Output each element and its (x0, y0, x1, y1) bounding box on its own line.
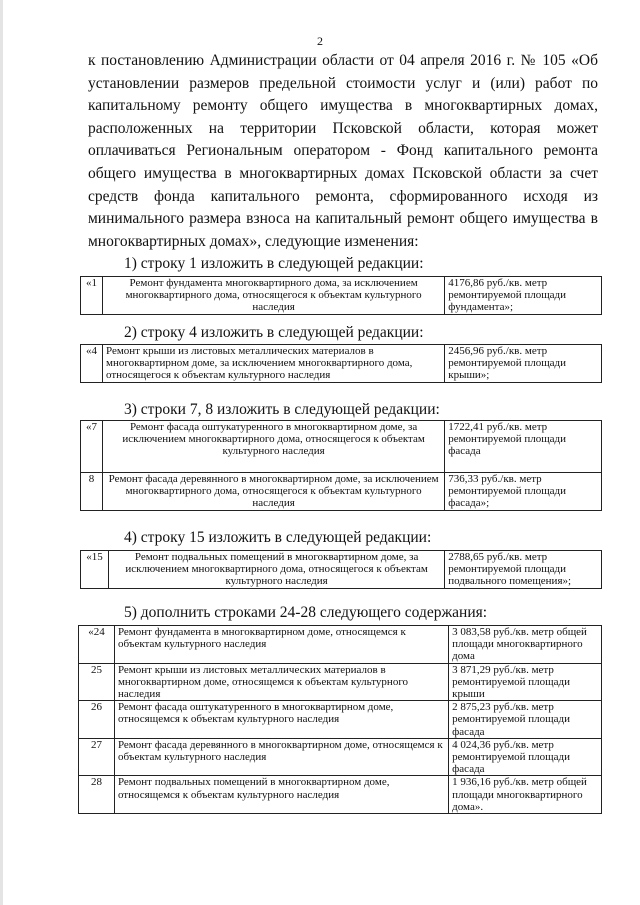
row-number: «1 (81, 277, 103, 315)
table-row (81, 551, 602, 589)
row-number: «4 (81, 345, 103, 383)
row-number: 8 (81, 473, 103, 511)
row-number: 26 (79, 701, 115, 739)
amendment-table-4 (80, 550, 602, 589)
row-price: 4 024,36 руб./кв. метр ремонтируемой площади фасада (449, 738, 602, 776)
row-description: Ремонт фасада деревянного в многоквартирном доме, относящемся к объектам культурного наследия (114, 738, 448, 776)
row-price: 3 871,29 руб./кв. метр ремонтируемой площади крыши (449, 663, 602, 701)
table-row (79, 701, 602, 739)
row-price: 1 936,16 руб./кв. метр общей площади многоквартирного дома». (449, 776, 602, 814)
section-heading-2: 2) строку 4 изложить в следующей редакции: (124, 324, 424, 341)
section-heading-1: 1) строку 1 изложить в следующей редакции: (124, 255, 424, 272)
row-description: Ремонт фасада оштукатуренного в многоквартирном доме, за исключением многоквартирного дома, относящегося к объектам культурного наследия (102, 421, 444, 473)
scan-edge (0, 0, 3, 905)
row-description: Ремонт подвальных помещений в многоквартирном доме, относящемся к объектам культурного наследия (114, 776, 448, 814)
row-description: Ремонт крыши из листовых металлических материалов в многоквартирном доме, относящемся к объектам культурного наследия (114, 663, 448, 701)
table-row (79, 776, 602, 814)
row-description: Ремонт крыши из листовых металлических материалов в многоквартирном доме, за исключением многоквартирного дома, относящегося к объектам культурного наследия (102, 345, 444, 383)
row-description: Ремонт фасада деревянного в многоквартирном доме, за исключением многоквартирного дома, относящегося к объектам культурного наследия (102, 473, 444, 511)
table-row (79, 626, 602, 664)
row-price: 2 875,23 руб./кв. метр ремонтируемой площади фасада (449, 701, 602, 739)
row-number: 27 (79, 738, 115, 776)
row-description: Ремонт фундамента многоквартирного дома, за исключением многоквартирного дома, относящегося к объектам культурного наследия (102, 277, 444, 315)
amendment-table-2 (80, 344, 602, 383)
table-row (81, 421, 602, 473)
table-row (79, 738, 602, 776)
amendment-table-1 (80, 276, 602, 315)
table-row (81, 473, 602, 511)
row-number: 25 (79, 663, 115, 701)
section-heading-3: 3) строки 7, 8 изложить в следующей редакции: (124, 401, 440, 418)
row-description: Ремонт фундамента в многоквартирном доме, относящемся к объектам культурного наследия (114, 626, 448, 664)
section-heading-5: 5) дополнить строками 24-28 следующего содержания: (124, 604, 488, 621)
table-row (79, 663, 602, 701)
page-number: 2 (317, 34, 323, 48)
row-number: «24 (79, 626, 115, 664)
table-row (81, 345, 602, 383)
row-price: 1722,41 руб./кв. метр ремонтируемой площади фасада (445, 421, 602, 473)
row-number: «15 (81, 551, 109, 589)
section-heading-4: 4) строку 15 изложить в следующей редакции: (124, 529, 432, 546)
amendment-table-3 (80, 420, 602, 511)
row-number: 28 (79, 776, 115, 814)
row-number: «7 (81, 421, 103, 473)
row-price: 736,33 руб./кв. метр ремонтируемой площади фасада»; (445, 473, 602, 511)
table-row (81, 277, 602, 315)
row-description: Ремонт подвальных помещений в многоквартирном доме, за исключением многоквартирного дома, относящегося к объектам культурного наследия (108, 551, 444, 589)
amendment-table-5 (78, 625, 602, 814)
row-price: 2788,65 руб./кв. метр ремонтируемой площади подвального помещения»; (445, 551, 602, 589)
row-description: Ремонт фасада оштукатуренного в многоквартирном доме, относящемся к объектам культурного наследия (114, 701, 448, 739)
row-price: 3 083,58 руб./кв. метр общей площади многоквартирного дома (449, 626, 602, 664)
row-price: 2456,96 руб./кв. метр ремонтируемой площади крыши»; (445, 345, 602, 383)
row-price: 4176,86 руб./кв. метр ремонтируемой площади фундамента»; (445, 277, 602, 315)
intro-paragraph: к постановлению Администрации области от 04 апреля 2016 г. № 105 «Об установлении размеров предельной стоимости услуг и (или) работ по капитальному ремонту общего имущества в многоквартирных домах, расположенных на территории Псковской области, которая может оплачиваться Региональным оператором - Фонд капитального ремонта общего имущества в многоквартирных домах Псковской области за счет средств фонда капитального ремонта, сформированного исходя из минимального размера взноса на капитальный ремонт общего имущества в многоквартирных домах», следующие изменения: (88, 52, 598, 250)
